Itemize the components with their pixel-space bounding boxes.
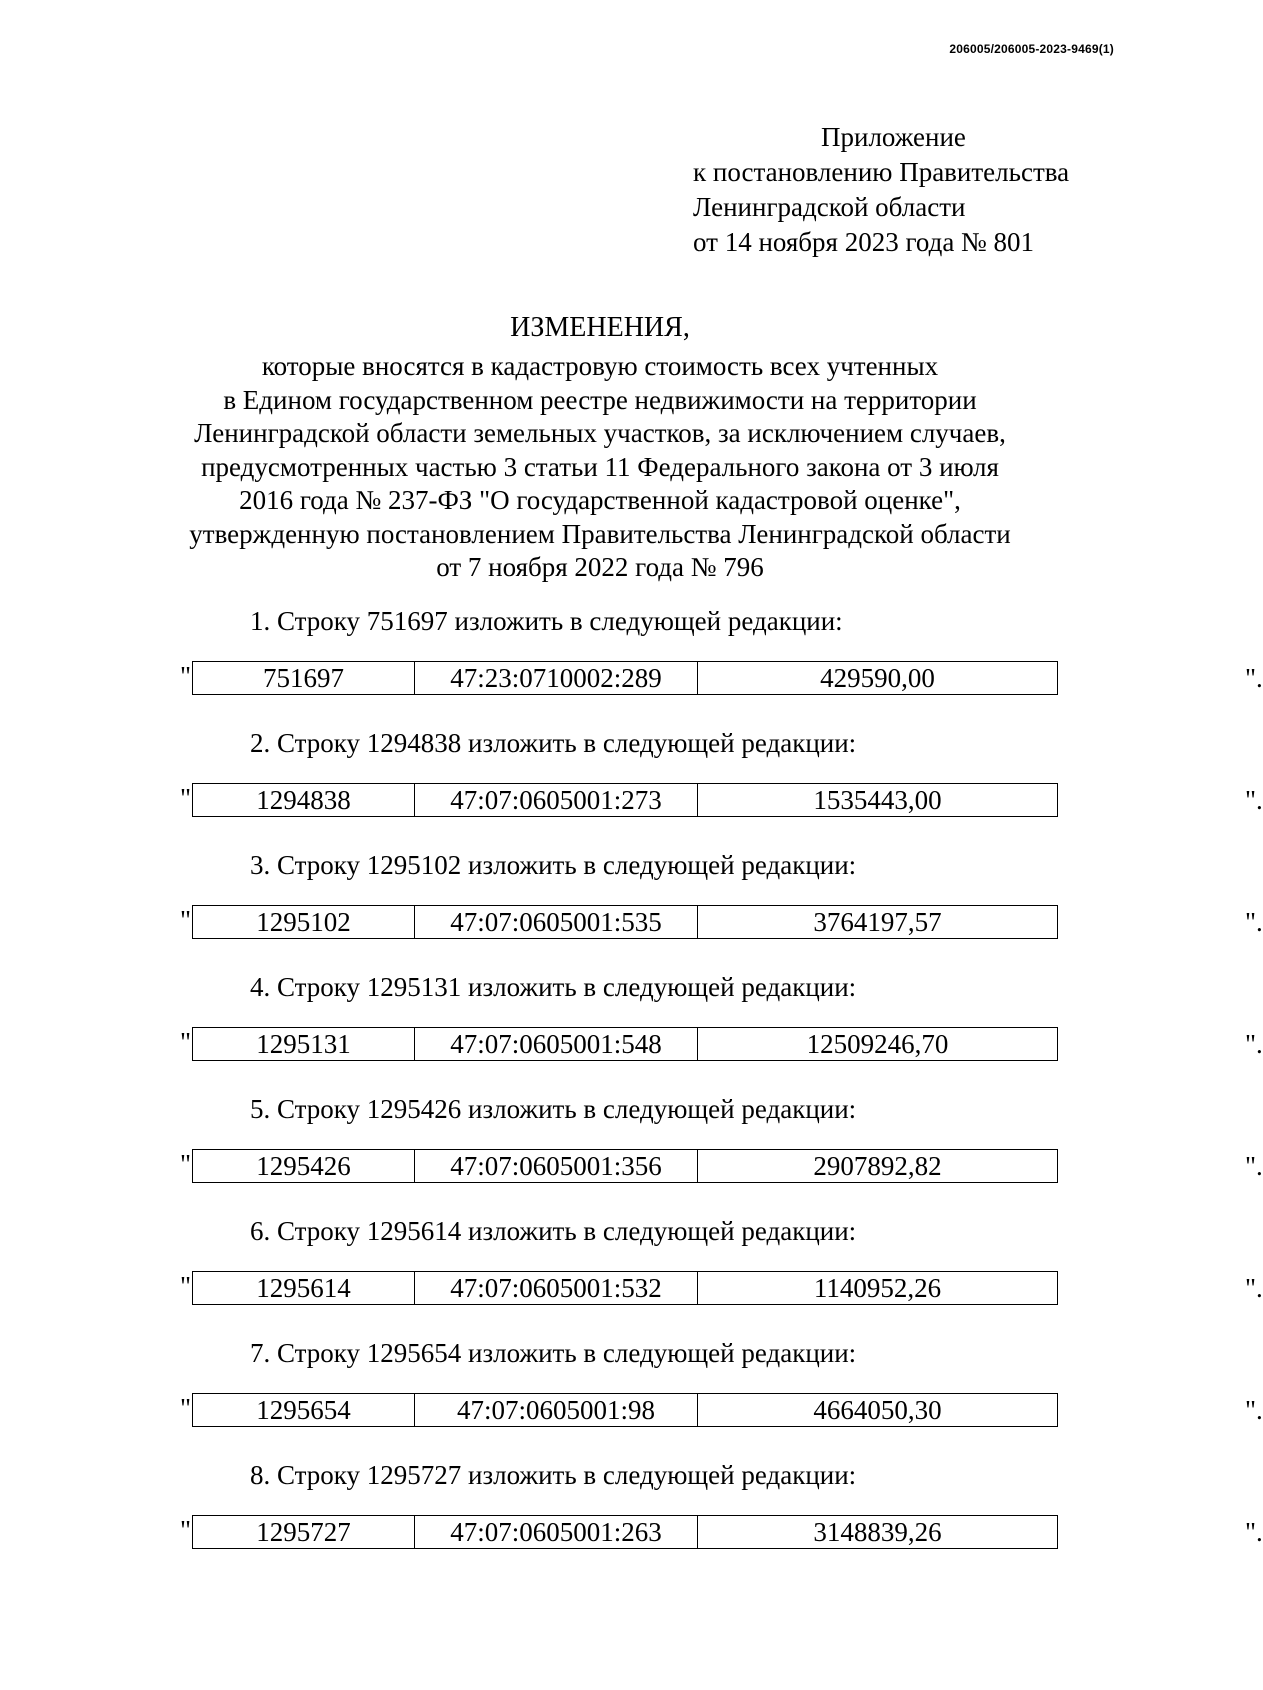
amendment-instruction: 8. Строку 1295727 изложить в следующей редакции:	[250, 1460, 857, 1490]
amendment-instruction: 7. Строку 1295654 изложить в следующей редакции:	[250, 1338, 857, 1368]
row-number-cell: 1295727	[193, 1516, 415, 1548]
amendment-item	[0, 1091, 1263, 1213]
document-heading	[0, 308, 1200, 585]
amendment-row	[180, 1271, 1263, 1305]
subtitle-line: Ленинградской области земельных участков, за исключением случаев,	[194, 418, 1006, 448]
cadastral-value-cell: 1140952,26	[813, 1273, 942, 1303]
amendment-row	[180, 1149, 1263, 1183]
close-quote: ".	[1245, 1029, 1263, 1059]
appendix-line: от 14 ноября 2023 года № 801	[693, 227, 1035, 257]
amendment-item	[0, 1335, 1263, 1457]
cadastral-number-cell: 47:07:0605001:356	[415, 1150, 698, 1182]
subtitle-line: утвержденную постановлением Правительства Ленинградской области	[189, 518, 1011, 549]
open-quote: "	[180, 1515, 192, 1545]
amendment-instruction: 5. Строку 1295426 изложить в следующей редакции:	[250, 1094, 857, 1124]
cadastral-number-cell: 47:23:0710002:289	[415, 662, 698, 694]
amendment-instruction: 4. Строку 1295131 изложить в следующей редакции:	[250, 972, 857, 1002]
amendment-item	[0, 603, 1263, 725]
appendix-line: Ленинградской области	[693, 192, 966, 222]
amendment-row	[180, 783, 1263, 817]
amendment-row	[180, 905, 1263, 939]
cadastral-value-cell: 4664050,30	[813, 1395, 942, 1425]
amendment-item	[0, 847, 1263, 969]
appendix-block	[693, 120, 1069, 260]
subtitle-line: 2016 года № 237-ФЗ "О государственной кадастровой оценке",	[239, 485, 961, 515]
document-id: 206005/206005-2023-9469(1)	[949, 42, 1114, 56]
amendment-instruction: 6. Строку 1295614 изложить в следующей редакции:	[250, 1216, 857, 1246]
subtitle-line: в Едином государственном реестре недвижимости на территории	[223, 384, 977, 415]
cadastral-number-cell: 47:07:0605001:98	[415, 1394, 698, 1426]
amendment-instruction: 3. Строку 1295102 изложить в следующей редакции:	[250, 850, 857, 880]
cadastral-number-cell: 47:07:0605001:273	[415, 784, 698, 816]
row-table	[192, 783, 1058, 817]
open-quote: "	[180, 1149, 192, 1179]
cadastral-value-cell: 2907892,82	[813, 1151, 942, 1181]
close-quote: ".	[1245, 785, 1263, 815]
row-table	[192, 1149, 1058, 1183]
open-quote: "	[180, 661, 192, 691]
amendment-item	[0, 1213, 1263, 1335]
amendment-list	[0, 603, 1263, 1579]
subtitle-line: которые вносятся в кадастровую стоимость всех учтенных	[261, 351, 939, 381]
open-quote: "	[180, 1271, 192, 1301]
row-number-cell: 751697	[193, 662, 415, 694]
amendment-instruction: 1. Строку 751697 изложить в следующей редакции:	[250, 606, 843, 636]
row-number-cell: 1295102	[193, 906, 415, 938]
subtitle-line: от 7 ноября 2022 года № 796	[436, 552, 764, 582]
row-number-cell: 1295426	[193, 1150, 415, 1182]
row-table	[192, 1271, 1058, 1305]
amendment-instruction: 2. Строку 1294838 изложить в следующей редакции:	[250, 728, 857, 758]
open-quote: "	[180, 905, 192, 935]
cadastral-number-cell: 47:07:0605001:548	[415, 1028, 698, 1060]
amendment-row	[180, 1027, 1263, 1061]
close-quote: ".	[1245, 1273, 1263, 1303]
cadastral-value-cell: 12509246,70	[806, 1029, 949, 1059]
cadastral-value-cell: 429590,00	[820, 663, 935, 693]
cadastral-number-cell: 47:07:0605001:535	[415, 906, 698, 938]
cadastral-number-cell: 47:07:0605001:532	[415, 1272, 698, 1304]
open-quote: "	[180, 1027, 192, 1057]
close-quote: ".	[1245, 1151, 1263, 1181]
heading-subtitle	[0, 350, 1200, 585]
subtitle-line: предусмотренных частью 3 статьи 11 Федерального закона от 3 июля	[201, 451, 999, 482]
row-number-cell: 1295614	[193, 1272, 415, 1304]
amendment-row	[180, 1515, 1263, 1549]
row-number-cell: 1294838	[193, 784, 415, 816]
cadastral-value-cell: 1535443,00	[813, 785, 942, 815]
cadastral-number-cell: 47:07:0605001:263	[415, 1516, 698, 1548]
row-table	[192, 661, 1058, 695]
row-table	[192, 905, 1058, 939]
appendix-line: Приложение	[821, 122, 966, 152]
close-quote: ".	[1245, 1395, 1263, 1425]
amendment-row	[180, 1393, 1263, 1427]
amendment-item	[0, 725, 1263, 847]
close-quote: ".	[1245, 1517, 1263, 1547]
cadastral-value-cell: 3764197,57	[813, 907, 942, 937]
appendix-line: к постановлению Правительства	[693, 157, 1070, 187]
open-quote: "	[180, 783, 192, 813]
open-quote: "	[180, 1393, 192, 1423]
amendment-item	[0, 1457, 1263, 1579]
amendment-row	[180, 661, 1263, 695]
heading-title: ИЗМЕНЕНИЯ,	[510, 312, 690, 343]
cadastral-value-cell: 3148839,26	[813, 1517, 942, 1547]
row-number-cell: 1295654	[193, 1394, 415, 1426]
close-quote: ".	[1245, 907, 1263, 937]
close-quote: ".	[1245, 663, 1263, 693]
amendment-item	[0, 969, 1263, 1091]
row-number-cell: 1295131	[193, 1028, 415, 1060]
row-table	[192, 1515, 1058, 1549]
row-table	[192, 1027, 1058, 1061]
row-table	[192, 1393, 1058, 1427]
